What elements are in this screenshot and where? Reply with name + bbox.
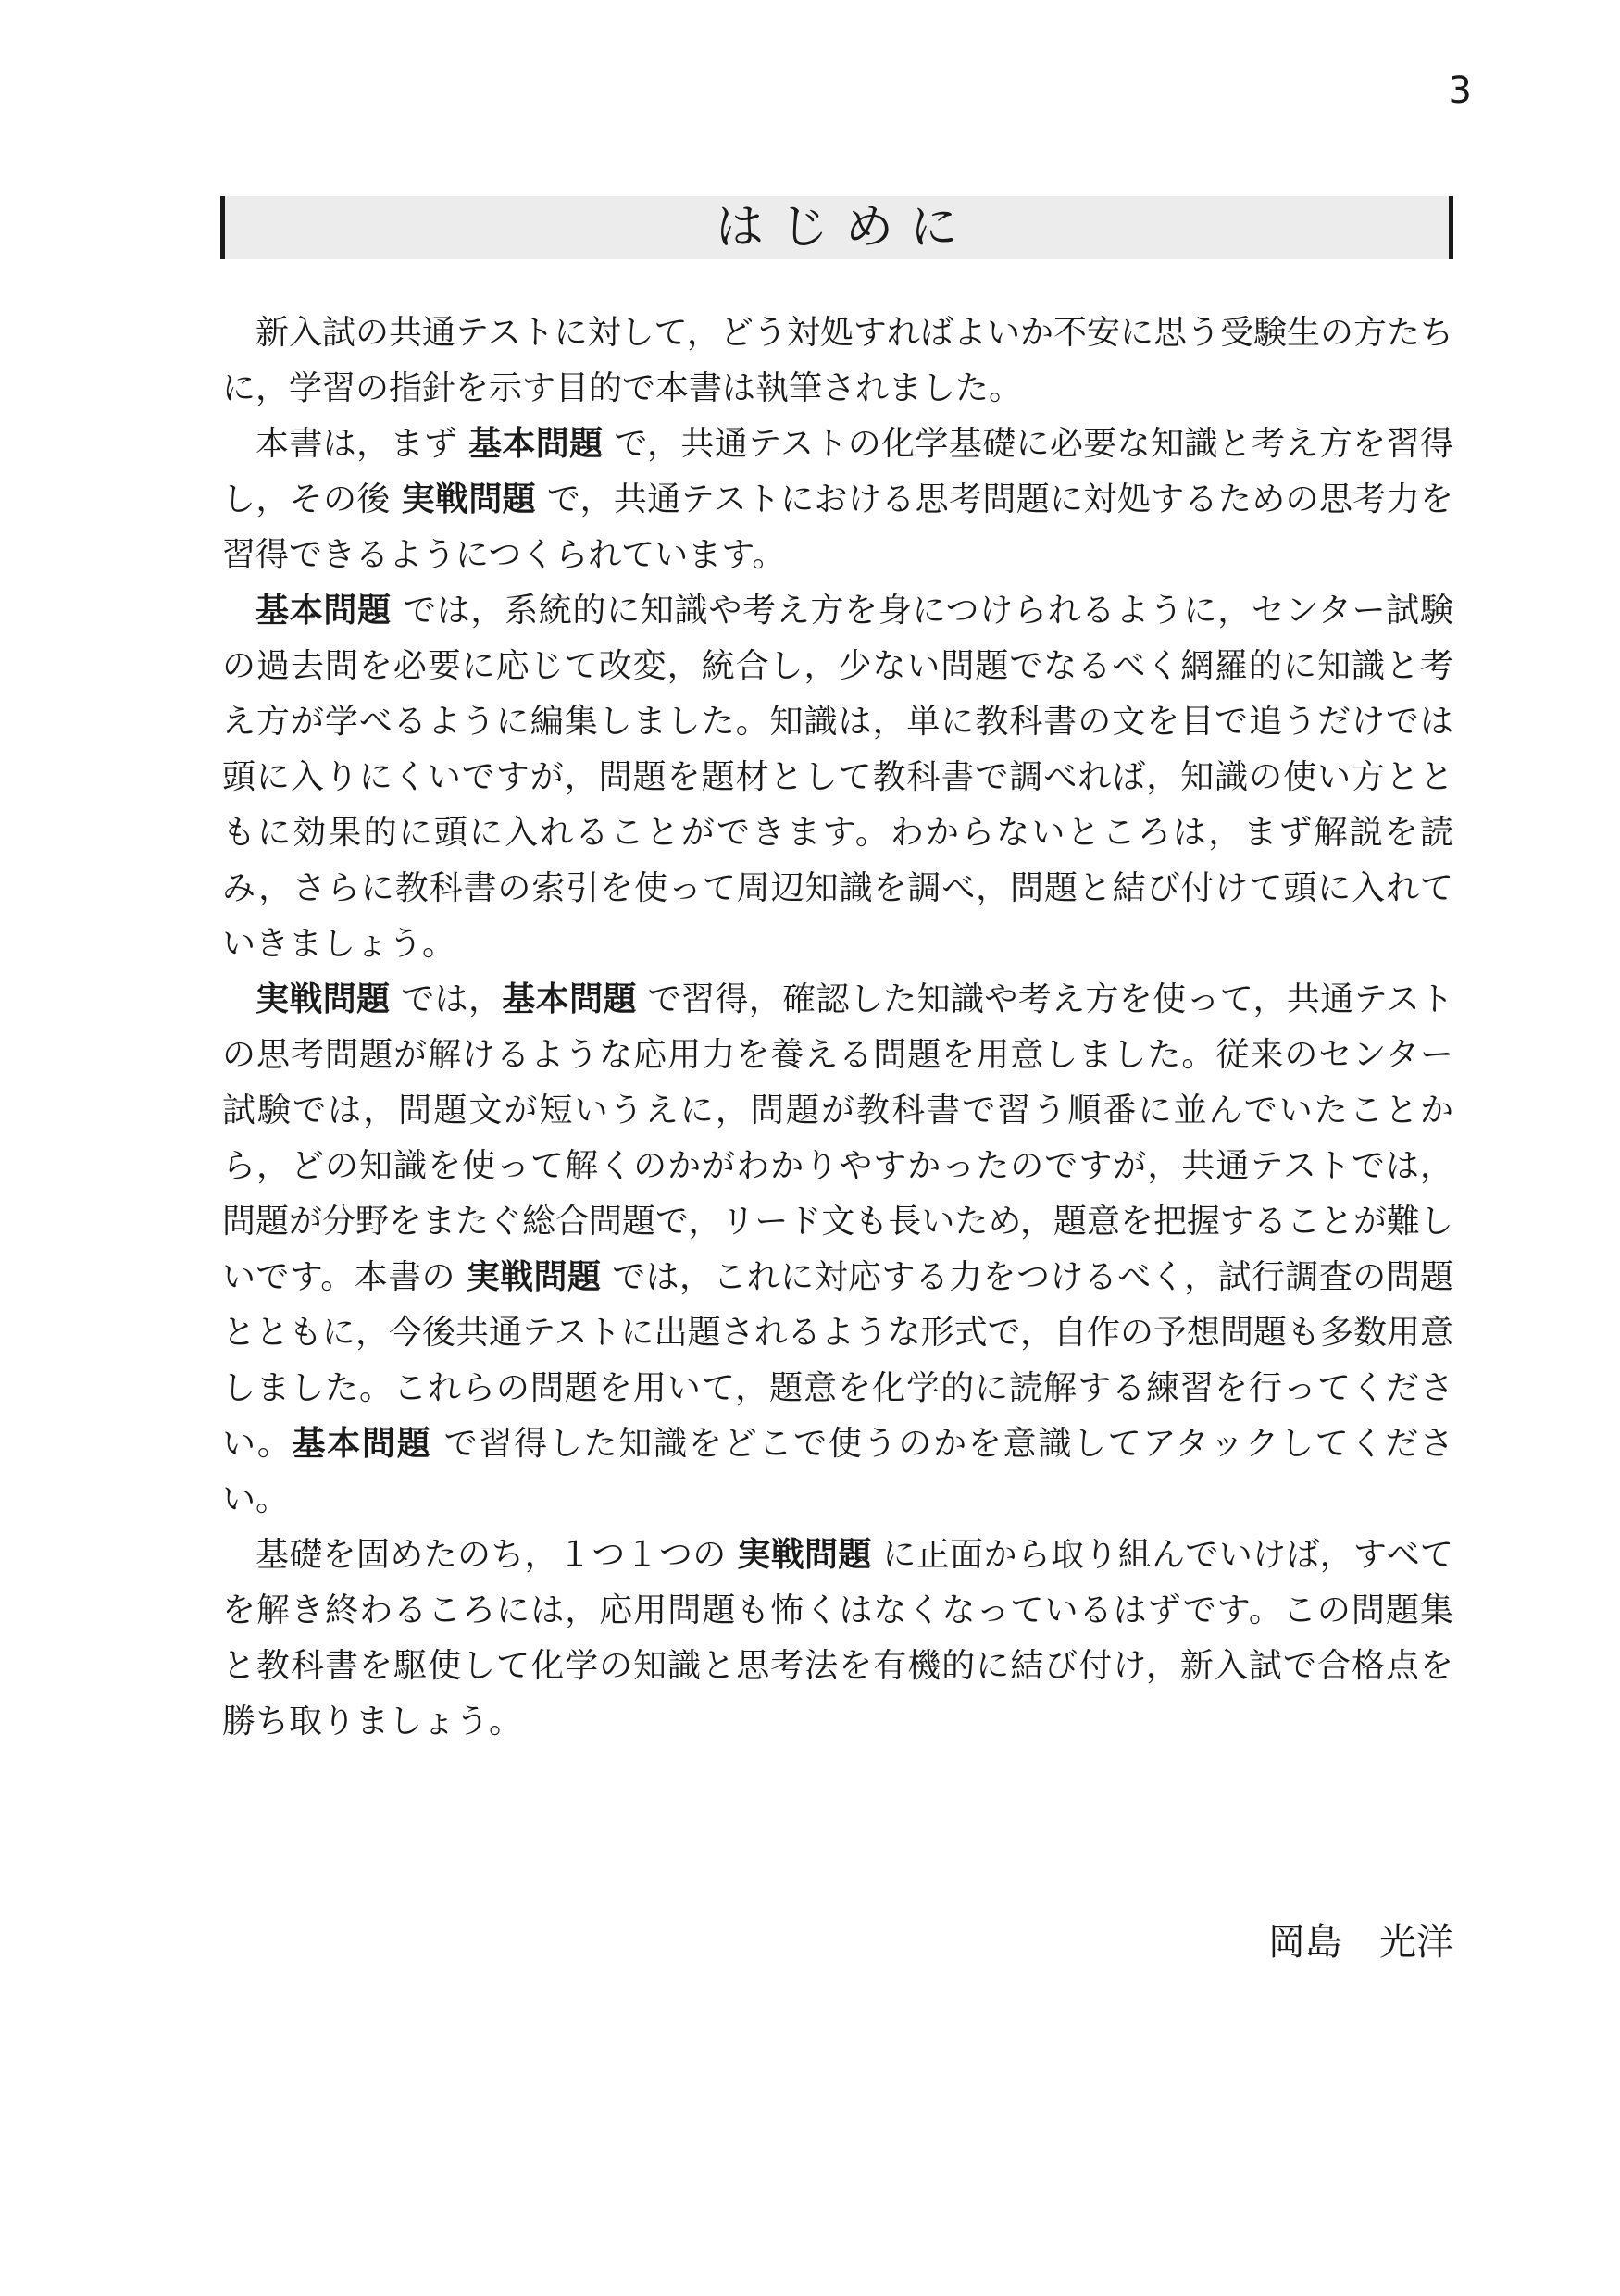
paragraph-2	[222, 417, 1453, 583]
keyword-practice-problems: 実戦問題	[466, 1258, 602, 1296]
paragraph-1-text: 新入試の共通テストに対して，どう対処すればよいか不安に思う受験生の方たちに，学習の指針を示す目的で本書は執筆されました。	[222, 314, 1453, 407]
keyword-basic-problems: 基本問題	[468, 425, 604, 463]
paragraph-3	[222, 583, 1453, 972]
section-title: はじめに	[715, 200, 975, 256]
text-span: で習得した知識をどこで使うのかを意識してアタックしてください。	[222, 1425, 1453, 1518]
text-span: に正面から取り組んでいけば，すべてを解き終わるころには，応用問題も怖くはなくなっているはずです。この問題集と教科書を駆使して化学の知識と思考法を有機的に結び付け，新入試で合格点を勝ち取りましょう。	[222, 1536, 1453, 1741]
keyword-basic-problems: 基本問題	[255, 592, 392, 630]
keyword-practice-problems: 実戦問題	[401, 480, 537, 518]
text-span: 基礎を固めたのち，１つ１つの	[255, 1536, 727, 1574]
text-span: で習得，確認した知識や考え方を使って，共通テストの思考問題が解けるような応用力を養える問題を用意しました。従来のセンター試験では，問題文が短いうえに，問題が教科書で習う順番に並んでいたことから，どの知識を使って解くのかがわかりやすかったのですが，共通テストでは，問題が分野をまたぐ総合問題で，リード文も長いため，題意を把握することが難しいです。本書の	[222, 980, 1453, 1296]
keyword-practice-problems: 実戦問題	[737, 1536, 872, 1574]
paragraph-1	[222, 306, 1453, 417]
text-span: で，共通テストの化学基礎に必要な知識と考え方を習得し，その後	[222, 425, 1453, 518]
text-span: 本書は，まず	[255, 425, 458, 463]
text-span: では，	[401, 980, 503, 1018]
keyword-basic-problems: 基本問題	[502, 980, 637, 1018]
author-signature: 岡島 光洋	[1268, 1921, 1453, 1964]
keyword-practice-problems: 実戦問題	[255, 980, 391, 1018]
page-number: 3	[1448, 69, 1472, 112]
text-span: では，これに対応する力をつけるべく，試行調査の問題とともに，今後共通テストに出題されるような形式で，自作の予想問題も多数用意しました。これらの問題を用いて，題意を化学的に読解する練習を行ってください。	[222, 1258, 1453, 1463]
text-span: では，系統的に知識や考え方を身につけられるように，センター試験の過去問を必要に応じて改変，統合し，少ない問題でなるべく網羅的に知識と考え方が学べるように編集しました。知識は，単に教科書の文を目で追うだけでは頭に入りにくいですが，問題を題材として教科書で調べれば，知識の使い方とともに効果的に頭に入れることができます。わからないところは，まず解説を読み，さらに教科書の索引を使って周辺知識を調べ，問題と結び付けて頭に入れていきましょう。	[222, 592, 1453, 963]
paragraph-4	[222, 972, 1453, 1528]
paragraph-5	[222, 1528, 1453, 1750]
section-title-bar	[220, 196, 1453, 259]
body-text	[222, 306, 1453, 1750]
keyword-basic-problems: 基本問題	[292, 1425, 432, 1463]
text-span: で，共通テストにおける思考問題に対処するための思考力を習得できるようにつくられています。	[222, 480, 1453, 574]
